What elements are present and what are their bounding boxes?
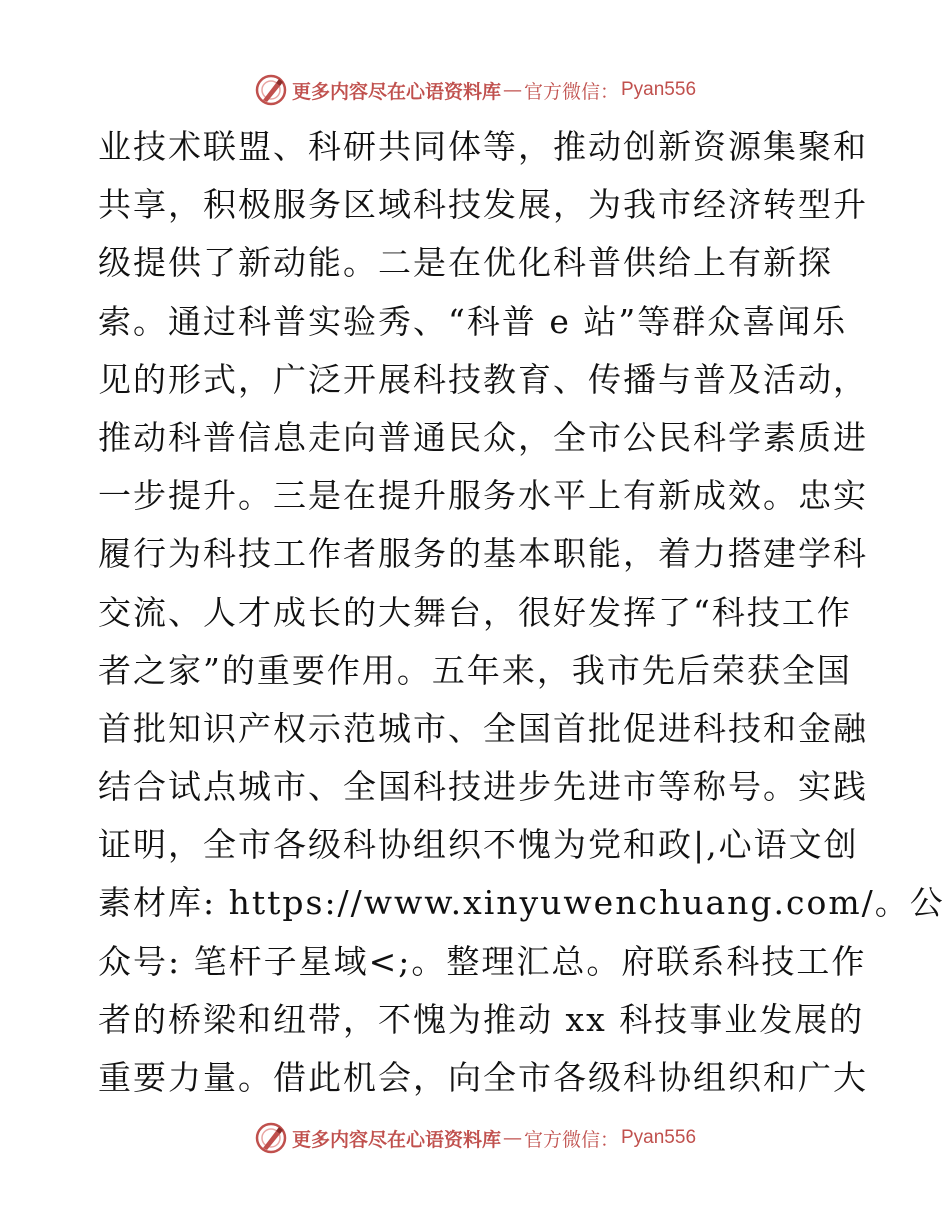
watermark-main-text: 更多内容尽在心语资料库 [291, 80, 501, 103]
text-line: 级提供了新动能。二是在优化科普供给上有新探 [98, 243, 833, 283]
watermark-main-text: 更多内容尽在心语资料库 [291, 1128, 501, 1151]
watermark-wechat-id: Pyan556 [621, 79, 697, 100]
watermark-sub-text: 官方微信： [523, 1128, 619, 1151]
watermark-dash: — [502, 1127, 522, 1149]
text-line: 共享，积极服务区域科技发展，为我市经济转型升 [98, 185, 868, 225]
text-line: 首批知识产权示范城市、全国首批促进科技和金融 [98, 708, 868, 748]
text-line: 见的形式，广泛开展科技教育、传播与普及活动， [98, 359, 868, 399]
document-body [98, 118, 945, 1107]
text-line: 业技术联盟、科研共同体等，推动创新资源集聚和 [98, 127, 868, 166]
header-watermark [0, 70, 950, 110]
text-line: 索。通过科普实验秀、“科普 e 站”等群众喜闻乐 [98, 301, 848, 341]
watermark-sub-text: 官方微信： [523, 80, 619, 103]
text-line: 推动科普信息走向普通民众，全市公民科学素质进 [98, 417, 868, 457]
text-line: 素材库: https://www.xinyuwenchuang.com/。公 [98, 883, 945, 923]
text-line: 结合试点城市、全国科技进步先进市等称号。实践 [98, 767, 868, 807]
pen-logo-icon [254, 73, 288, 107]
text-line: 一步提升。三是在提升服务水平上有新成效。忠实 [98, 476, 868, 516]
text-line: 证明，全市各级科协组织不愧为党和政|,心语文创 [98, 825, 859, 865]
text-line: 众号: 笔杆子星域<;。整理汇总。府联系科技工作 [98, 941, 867, 981]
watermark-wechat-id: Pyan556 [621, 1127, 697, 1148]
text-line: 交流、人才成长的大舞台，很好发挥了“科技工作 [98, 592, 852, 632]
watermark-dash: — [502, 79, 522, 101]
text-line: 者之家”的重要作用。五年来，我市先后荣获全国 [98, 650, 852, 690]
pen-logo-icon [254, 1121, 288, 1155]
text-line: 重要力量。借此机会，向全市各级科协组织和广大 [98, 1058, 868, 1097]
text-line: 履行为科技工作者服务的基本职能，着力搭建学科 [98, 534, 868, 574]
text-line: 者的桥梁和纽带，不愧为推动 xx 科技事业发展的 [98, 999, 865, 1039]
footer-watermark [0, 1118, 950, 1158]
